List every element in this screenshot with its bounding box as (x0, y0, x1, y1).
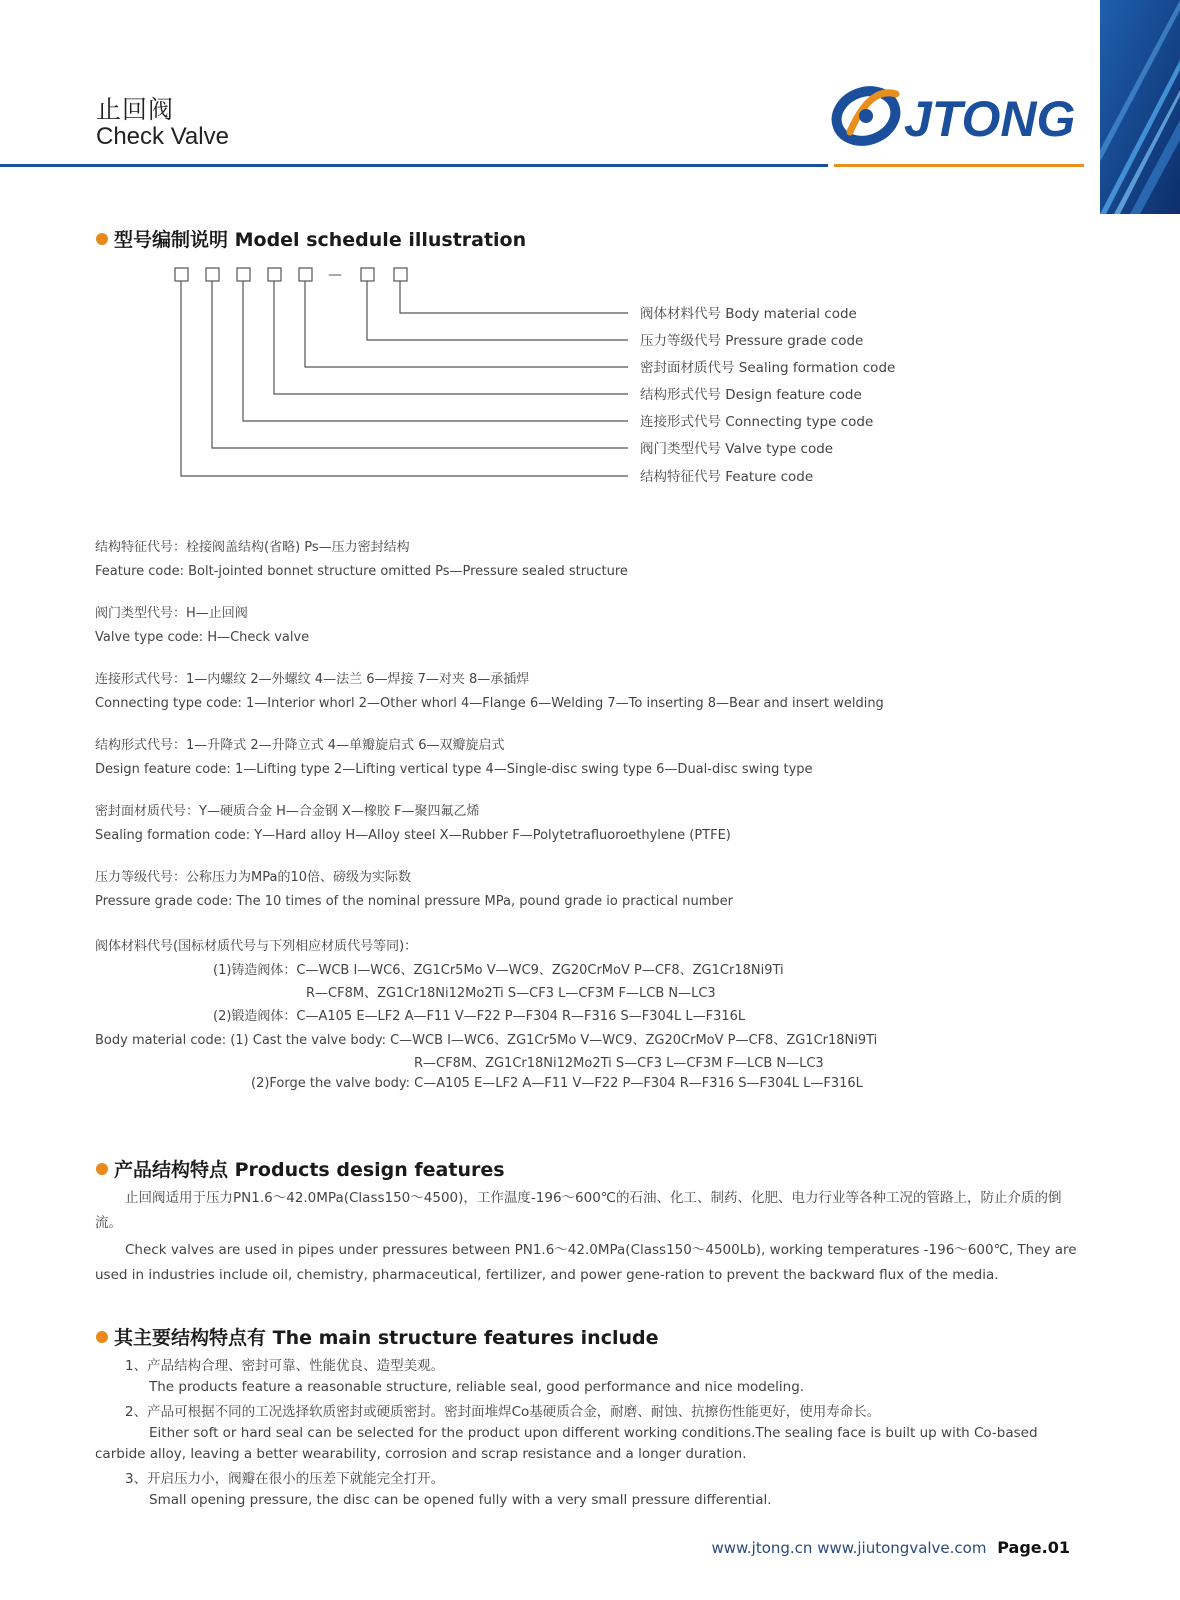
code-box (175, 268, 188, 281)
logo-swirl-icon (830, 83, 902, 149)
material-en-cast-2: R—CF8M、ZG1Cr18Ni12Mo2Ti S—CF3 L—CF3M F—LCB N—LC3 (414, 1056, 824, 1071)
material-en-forge: (2)Forge the valve body: C—A105 E—LF2 A—F11 V—F22 P—F304 R—F316 S—F304L L—F316L (251, 1076, 863, 1091)
material-cn-cast-1: (1)铸造阀体：C—WCB I—WC6、ZG1Cr5Mo V—WC9、ZG20CrMoV P—CF8、ZG1Cr18Ni9Ti (213, 963, 784, 978)
jtong-logo (830, 76, 1090, 158)
material-cn-forge: (2)锻造阀体：C—A105 E—LF2 A—F11 V—F22 P—F304 R—F316 S—F304L L—F316L (213, 1009, 746, 1024)
design-en: Check valves are used in pipes under pressures between PN1.6～42.0MPa(Class150～4500Lb), working temperatures -196～600℃, They are used in industries include oil, chemistry, pharmaceutical, fertilizer, and power gene-ration to prevent the backward flux of the media. (95, 1242, 1077, 1283)
bullet-dot-icon (96, 1163, 108, 1175)
section-heading-main: 其主要结构特点有 The main structure features include (96, 1323, 659, 1350)
section-heading-model: 型号编制说明 Model schedule illustration (96, 225, 526, 252)
code-sealing-formation: 密封面材质代号：Y—硬质合金 H—合金钢 X—橡胶 F—聚四氟乙烯 Sealing formation code: Y—Hard alloy H—Alloy steel X—Rubber F—Polytetrafluoroethylene (PTFE) (95, 804, 731, 843)
material-title: 阀体材料代号(国标材质代号与下列相应材质代号等同)： (95, 939, 418, 954)
label-design-feature: 结构形式代号 Design feature code (640, 387, 862, 403)
label-sealing-formation: 密封面材质代号 Sealing formation code (640, 360, 896, 376)
code-pressure-grade: 压力等级代号：公称压力为MPa的10倍、磅级为实际数 Pressure grade code: The 10 times of the nominal pressure MPa, pound grade io practical number (95, 870, 733, 909)
code-dash: — (328, 267, 342, 283)
code-box (268, 268, 281, 281)
logo-text: JTONG (904, 91, 1076, 147)
code-box (237, 268, 250, 281)
logo-rule (834, 164, 1084, 167)
design-cn: 止回阀适用于压力PN1.6～42.0MPa(Class150～4500)，工作温度-196～600℃的石油、化工、制药、化肥、电力行业等各种工况的管路上，防止介质的倒流。 (95, 1190, 1062, 1231)
label-body-material: 阀体材料代号 Body material code (640, 306, 857, 322)
model-code-diagram (0, 262, 1180, 502)
bullet-dot-icon (96, 233, 108, 245)
page-number: Page.01 (997, 1538, 1070, 1557)
page-title-en: Check Valve (96, 123, 229, 150)
code-feature: 结构特征代号：栓接阀盖结构(省略) Ps—压力密封结构 Feature code: Bolt-jointed bonnet structure omitted Ps—Pressure sealed structure (95, 540, 628, 579)
label-valve-type: 阀门类型代号 Valve type code (640, 441, 834, 457)
list-item: 3、开启压力小，阀瓣在很小的压差下就能完全打开。 Small opening pressure, the disc can be opened fully with a very small pressure differential. (125, 1471, 772, 1508)
main-features-list (95, 1356, 1085, 1515)
code-box (394, 268, 407, 281)
section-heading-design: 产品结构特点 Products design features (96, 1155, 505, 1182)
material-cn-cast-2: R—CF8M、ZG1Cr18Ni12Mo2Ti S—CF3 L—CF3M F—LCB N—LC3 (306, 986, 716, 1001)
label-connecting-type: 连接形式代号 Connecting type code (640, 414, 874, 430)
bullet-dot-icon (96, 1331, 108, 1343)
corner-decoration (1100, 0, 1180, 214)
label-feature-code: 结构特征代号 Feature code (640, 469, 814, 485)
code-box (361, 268, 374, 281)
footer-urls[interactable]: www.jtong.cn www.jiutongvalve.com (711, 1539, 987, 1557)
header-rule (0, 164, 828, 167)
list-item: 2、产品可根据不同的工况选择软质密封或硬质密封。密封面堆焊Co基硬质合金，耐磨、耐蚀、抗擦伤性能更好，使用寿命长。 Either soft or hard seal can be selected for the product upon different working conditions.The sealing face is built up with Co-based carbide alloy, leaving a better wearability, corrosion and scrap resistance and a longer duration. (95, 1404, 1038, 1462)
list-item: 1、产品结构合理、密封可靠、性能优良、造型美观。 The products feature a reasonable structure, reliable seal, good performance and nice modeling. (125, 1358, 805, 1395)
code-box (299, 268, 312, 281)
label-pressure-grade: 压力等级代号 Pressure grade code (640, 333, 864, 349)
material-en-cast-1: Body material code: (1) Cast the valve body: C—WCB I—WC6、ZG1Cr5Mo V—WC9、ZG20CrMoV P—CF8、ZG1Cr18Ni9Ti (95, 1033, 878, 1048)
design-features-text (95, 1186, 1085, 1288)
code-design-feature: 结构形式代号：1—升降式 2—升降立式 4—单瓣旋启式 6—双瓣旋启式 Design feature code: 1—Lifting type 2—Lifting vertical type 4—Single-disc swing type 6—Dual-disc swing type (95, 738, 813, 777)
code-connecting-type: 连接形式代号：1—内螺纹 2—外螺纹 4—法兰 6—焊接 7—对夹 8—承插焊 Connecting type code: 1—Interior whorl 2—Other whorl 4—Flange 6—Welding 7—To inserting 8—Bear and insert welding (95, 672, 884, 711)
code-valve-type: 阀门类型代号：H—止回阀 Valve type code: H—Check valve (95, 606, 310, 645)
code-box (206, 268, 219, 281)
page-title-cn: 止回阀 (96, 95, 175, 124)
footer (711, 1538, 1070, 1557)
